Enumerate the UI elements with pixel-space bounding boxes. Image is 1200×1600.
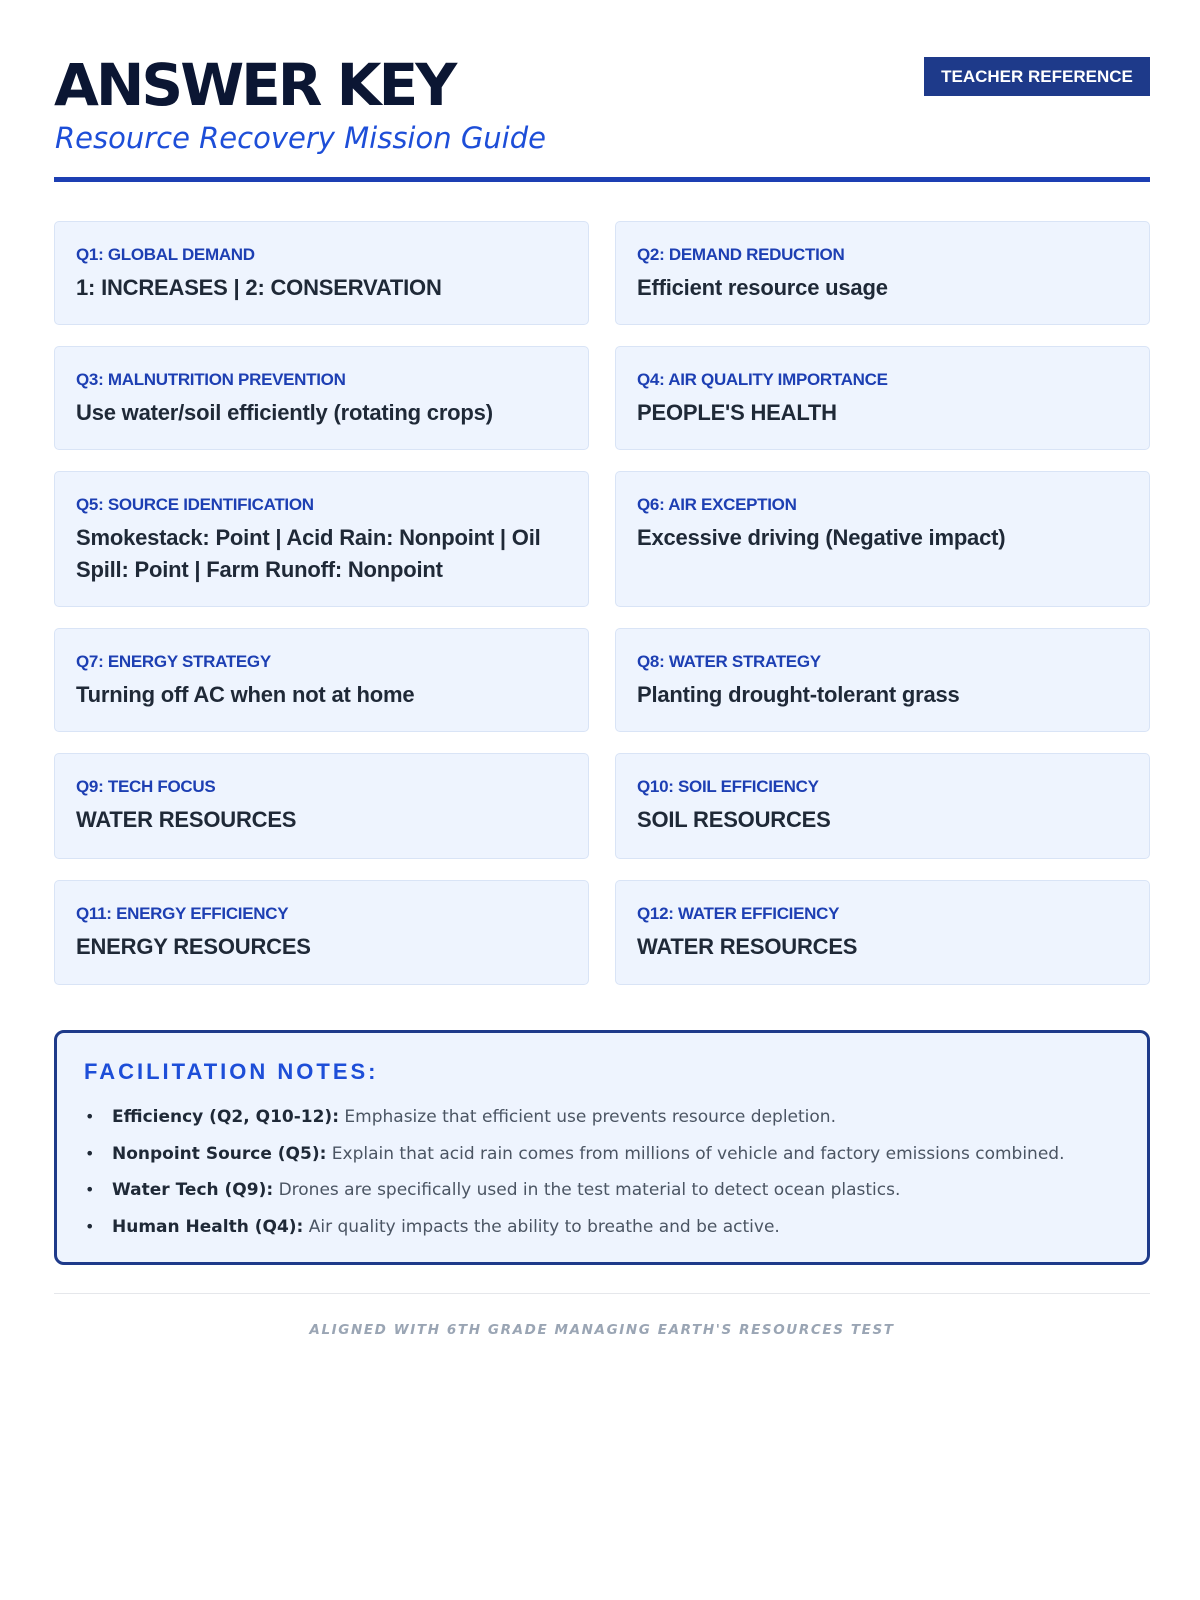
question-label: Q2: DEMAND REDUCTION (637, 245, 845, 264)
note-key: Efficiency (Q2, Q10-12): (112, 1107, 340, 1127)
answer-text: WATER RESOURCES (637, 934, 858, 959)
answer-key-page (54, 0, 1150, 1338)
bullet-icon: • (85, 1107, 95, 1126)
note-key: Human Health (Q4): (112, 1216, 304, 1237)
question-label: Q5: SOURCE IDENTIFICATION (76, 495, 314, 514)
question-label: Q7: ENERGY STRATEGY (76, 652, 271, 671)
page-subtitle: Resource Recovery Mission Guide (55, 121, 546, 155)
answer-card-q12 (615, 880, 1150, 985)
answer-card-q2 (615, 221, 1150, 325)
answer-text: WATER RESOURCES (76, 807, 297, 832)
list-item (84, 1209, 1120, 1246)
bullet-icon: • (85, 1216, 95, 1236)
list-item (84, 1172, 1120, 1209)
facilitation-notes-list (84, 1099, 1120, 1245)
question-label: Q1: GLOBAL DEMAND (76, 245, 255, 264)
question-label: Q3: MALNUTRITION PREVENTION (76, 370, 346, 389)
question-label: Q8: WATER STRATEGY (637, 652, 821, 671)
footer-divider (54, 1293, 1150, 1294)
question-label: Q11: ENERGY EFFICIENCY (76, 904, 289, 923)
list-item (84, 1136, 1120, 1173)
answer-text: 1: INCREASES | 2: CONSERVATION (76, 275, 442, 300)
answer-text: Use water/soil efficiently (rotating crops) (76, 400, 493, 425)
question-label: Q10: SOIL EFFICIENCY (637, 777, 819, 796)
answer-text: Smokestack: Point | Acid Rain: Nonpoint | Oil Spill: Point | Farm Runoff: Nonpoint (76, 525, 541, 582)
answer-card-q4 (615, 346, 1150, 450)
answer-card-q10 (615, 753, 1150, 859)
answer-card-q5 (54, 471, 589, 607)
answer-card-q1 (54, 221, 589, 325)
note-key: Nonpoint Source (Q5): (112, 1143, 327, 1164)
answer-text: SOIL RESOURCES (637, 807, 831, 832)
answer-card-q9 (54, 753, 589, 859)
answer-text: Efficient resource usage (637, 275, 888, 300)
facilitation-notes-title: FACILITATION NOTES: (84, 1059, 379, 1084)
list-item (84, 1099, 1120, 1136)
page-title: ANSWER KEY (54, 51, 455, 119)
answer-text: Planting drought-tolerant grass (637, 682, 960, 707)
note-text: Explain that acid rain comes from millions of vehicle and factory emissions combined. (326, 1143, 1065, 1164)
question-label: Q4: AIR QUALITY IMPORTANCE (637, 370, 888, 389)
answer-text: Turning off AC when not at home (76, 682, 415, 707)
answer-text: ENERGY RESOURCES (76, 934, 311, 959)
answer-card-q3 (54, 346, 589, 450)
page-header (54, 0, 1150, 182)
answer-card-q7 (54, 628, 589, 732)
note-text: Emphasize that efficient use prevents resource depletion. (339, 1107, 836, 1127)
answer-card-q11 (54, 880, 589, 985)
question-label: Q6: AIR EXCEPTION (637, 495, 797, 514)
answer-card-q6 (615, 471, 1150, 607)
teacher-reference-badge: TEACHER REFERENCE (924, 57, 1150, 96)
bullet-icon: • (85, 1143, 95, 1163)
note-text: Drones are specifically used in the test material to detect ocean plastics. (273, 1180, 901, 1200)
note-text: Air quality impacts the ability to breathe and be active. (303, 1216, 780, 1237)
note-key: Water Tech (Q9): (112, 1180, 274, 1200)
question-label: Q9: TECH FOCUS (76, 777, 216, 796)
page-footer: ALIGNED WITH 6TH GRADE MANAGING EARTH'S RESOURCES TEST (309, 1322, 895, 1338)
question-label: Q12: WATER EFFICIENCY (637, 904, 840, 923)
bullet-icon: • (85, 1180, 95, 1199)
answer-text: PEOPLE'S HEALTH (637, 400, 837, 425)
facilitation-notes (54, 1030, 1150, 1265)
answer-text: Excessive driving (Negative impact) (637, 525, 1006, 550)
answer-card-q8 (615, 628, 1150, 732)
